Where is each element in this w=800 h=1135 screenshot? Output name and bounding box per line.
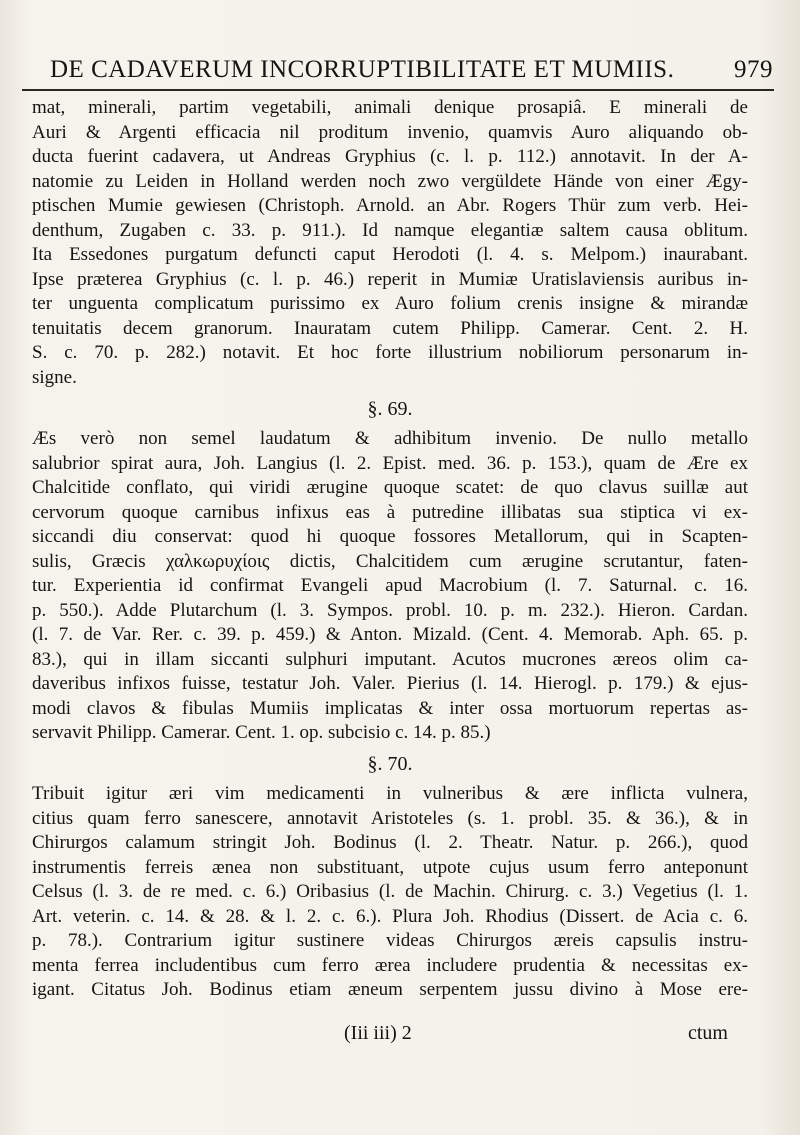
text-line: tenuitatis decem granorum. Inauratam cutem Philipp. Camerar. Cent. 2. H. [32,318,748,339]
text-line: servavit Philipp. Camerar. Cent. 1. op. subcisio c. 14. p. 85.) [32,722,491,743]
page-footer [32,1022,748,1050]
header-rule [22,89,774,91]
text-line: Celsus (l. 3. de re med. c. 6.) Oribasius (l. de Machin. Chirurg. c. 3.) Vegetius (l. 1. [32,881,748,902]
text-line: modi clavos & fibulas Mumiis implicatas & inter ossa mortuorum repertas as- [32,698,748,719]
text-line: Auri & Argenti efficacia nil proditum invenio, quamvis Auro aliquando ob- [32,122,748,143]
text-line: ter unguenta complicatum purissimo ex Auro folium crenis insigne & mirandæ [32,293,748,314]
text-line: daveribus infixos fuisse, testatur Joh. Valer. Pierius (l. 14. Hierogl. p. 179.) & ejus- [32,673,748,694]
text-line: Ita Essedones purgatum defuncti caput Herodoti (l. 4. s. Melpom.) inaurabant. [32,244,748,265]
catchword: ctum [688,1022,728,1044]
running-title: DE CADAVERUM INCORRUPTIBILITATE ET MUMIIS. [50,56,675,83]
text-line: ptischen Mumie gewiesen (Christoph. Arnold. an Abr. Rogers Thür zum verb. Hei- [32,195,748,216]
page-number: 979 [734,56,773,83]
text-line: siccandi diu conservat: quod hi quoque fossores Metallorum, qui in Scapten- [32,526,748,547]
text-line: denthum, Zugaben c. 33. p. 911.). Id namque elegantiæ saltem causa oblitum. [32,220,748,241]
text-line: Chirurgos calamum stringit Joh. Bodinus (l. 2. Theatr. Natur. p. 266.), quod [32,832,748,853]
text-line: Chalcitide conflato, qui viridi ærugine quoque scatet: de quo clavus suillæ aut [32,477,748,498]
text-line: (l. 7. de Var. Rer. c. 39. p. 459.) & Anton. Mizald. (Cent. 4. Memorab. Aph. 65. p. [32,624,748,645]
text-line: ducta fuerint cadavera, ut Andreas Gryphius (c. l. p. 112.) annotavit. In der A- [32,146,748,167]
section-heading: §. 69. [367,398,413,420]
text-line: signe. [32,367,77,388]
text-line: citius quam ferro sanescere, annotavit Aristoteles (s. 1. probl. 35. & 36.), & in [32,808,748,829]
text-line: instrumentis ferreis ænea non substituant, utpote cujus usum ferro anteponunt [32,857,748,878]
text-line: p. 550.). Adde Plutarchum (l. 3. Sympos. probl. 10. p. m. 232.). Hieron. Cardan. [32,600,748,621]
text-line: menta ferrea includentibus cum ferro ærea includere prudentia & necessitas ex- [32,955,748,976]
text-line: S. c. 70. p. 282.) notavit. Et hoc forte illustrium nobiliorum personarum in- [32,342,748,363]
text-line: sulis, Græcis χαλκωρυχίοις dictis, Chalcitidem cum ærugine scrutantur, faten- [32,551,748,572]
text-line: cervorum quoque carnibus infixus eas à putredine illibatas sua stiptica vi ex- [32,502,748,523]
text-line: tur. Experientia id confirmat Evangeli apud Macrobium (l. 7. Saturnal. c. 16. [32,575,748,596]
text-line: salubrior spirat aura, Joh. Langius (l. 2. Epist. med. 36. p. 153.), quam de Ære ex [32,453,748,474]
text-line: Tribuit igitur æri vim medicamenti in vulneribus & ære inflicta vulnera, [32,783,748,804]
text-line: natomie zu Leiden in Holland werden noch zwo vergüldete Hände von einer Ægy- [32,171,748,192]
section-heading: §. 70. [367,753,413,775]
text-line: Art. veterin. c. 14. & 28. & l. 2. c. 6.). Plura Joh. Rhodius (Dissert. de Acia c. 6. [32,906,748,927]
text-line: Ipse præterea Gryphius (c. l. p. 46.) reperit in Mumiæ Uratislaviensis auribus in- [32,269,748,290]
text-line: Æs verò non semel laudatum & adhibitum invenio. De nullo metallo [32,428,748,449]
text-line: mat, minerali, partim vegetabili, animali denique prosapiâ. E minerali de [32,97,748,118]
signature-mark: (Iii iii) 2 [344,1022,412,1044]
text-line: igant. Citatus Joh. Bodinus etiam æneum serpentem jussu divino à Mose ere- [32,979,748,1000]
text-line: 83.), qui in illam siccanti sulphuri imputant. Acutos mucrones æreos olim ca- [32,649,748,670]
running-header [38,56,773,92]
text-line: p. 78.). Contrarium igitur sustinere videas Chirurgos æreis capsulis instru- [32,930,748,951]
